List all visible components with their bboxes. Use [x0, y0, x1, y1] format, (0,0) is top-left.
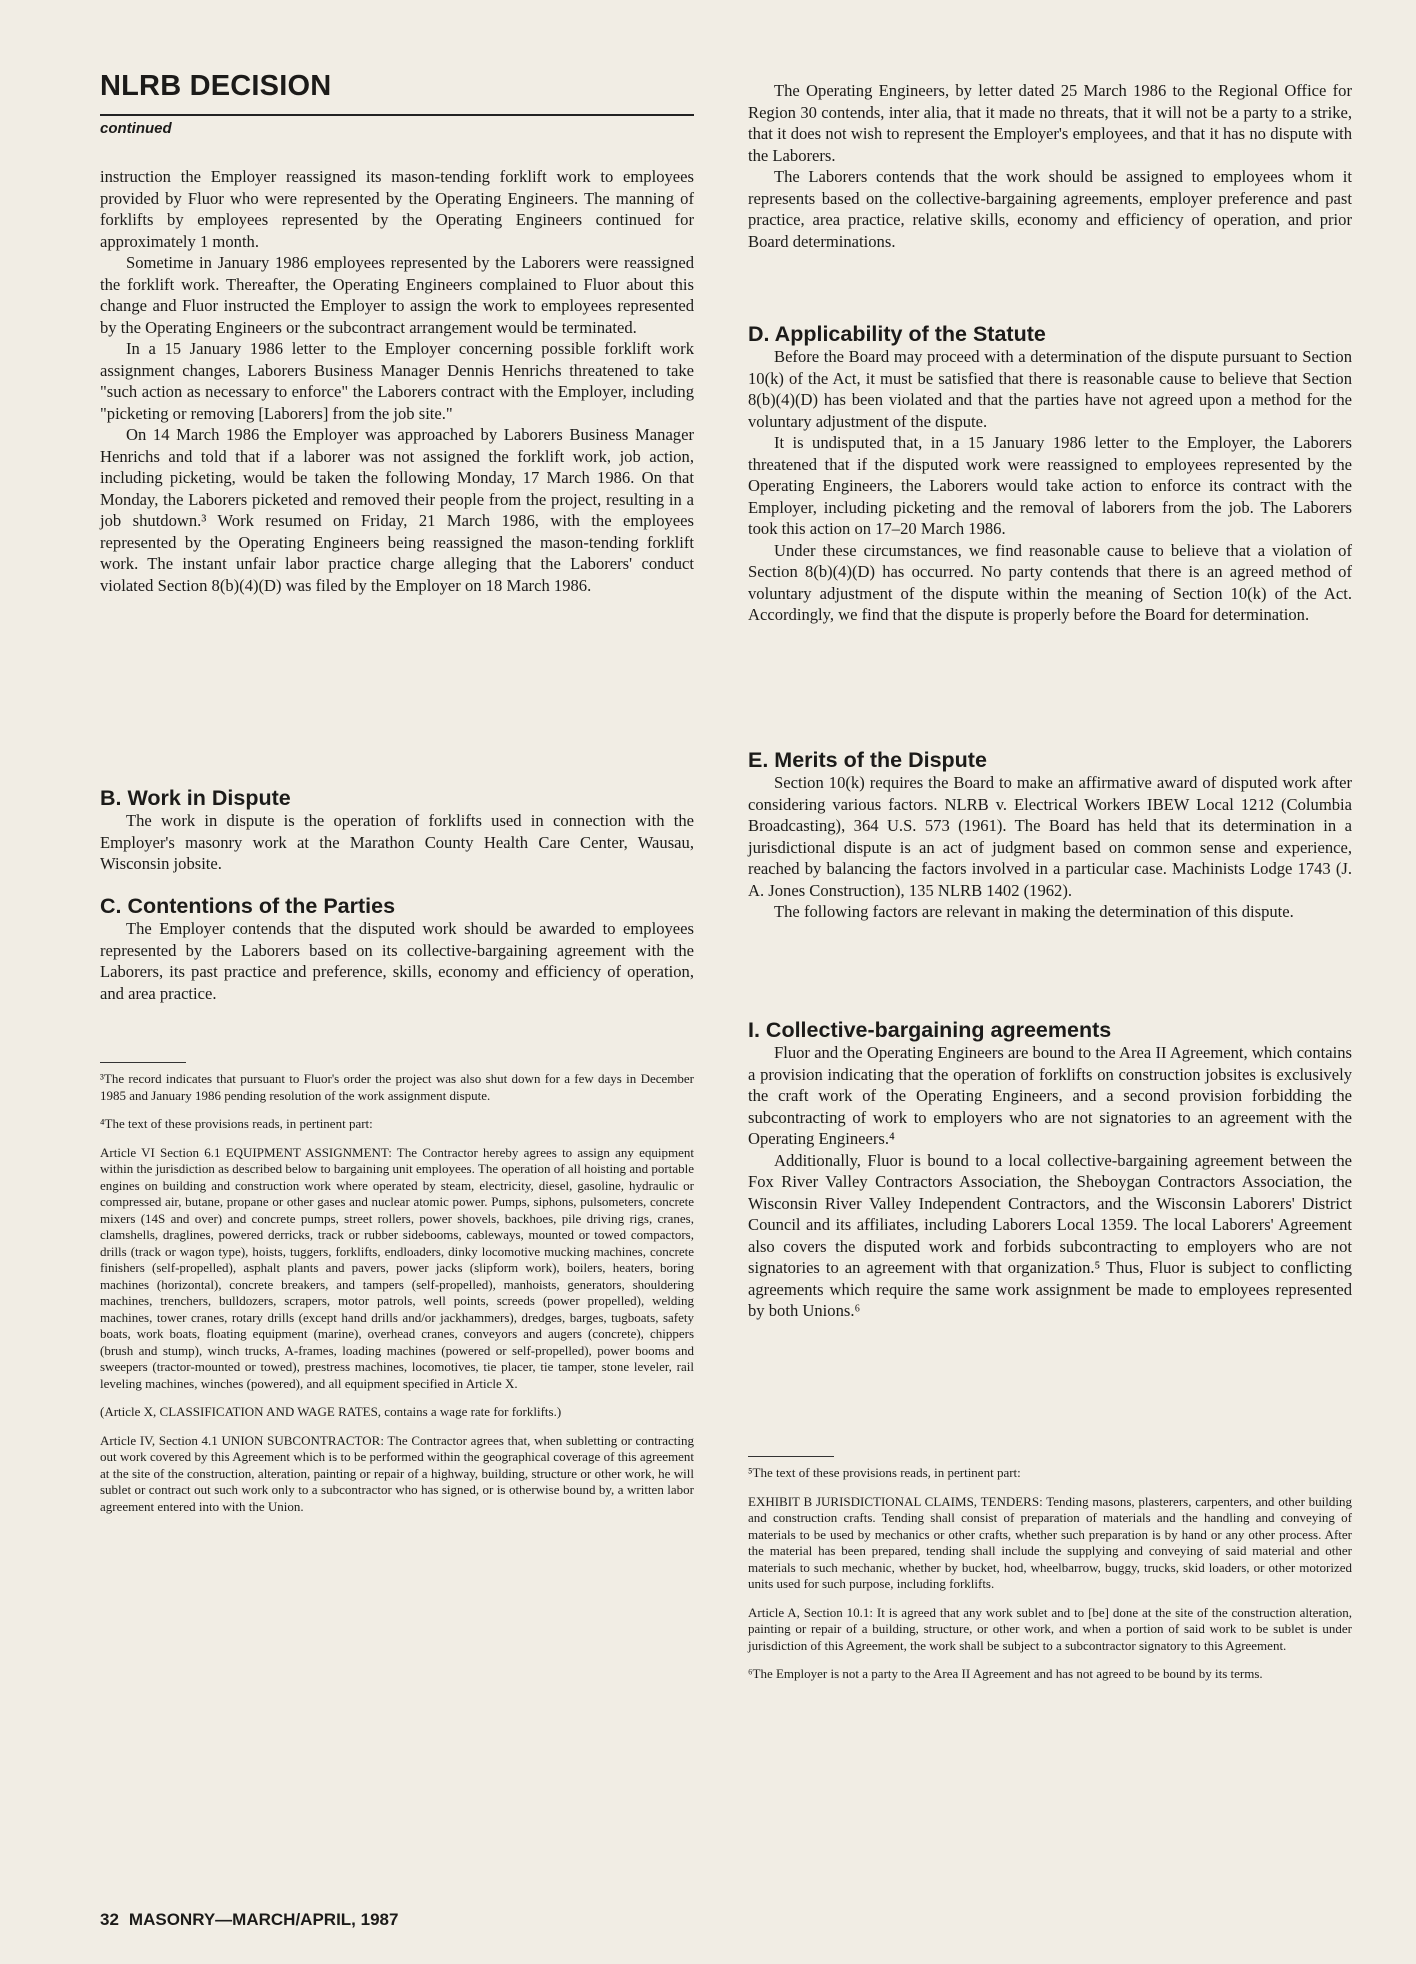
paragraph: On 14 March 1986 the Employer was approached by Laborers Business Manager Henrichs and told that if a laborer was not assigned the forklift work, job action, including picketing, would be taken the following Monday, 17 March 1986. On that Monday, the Laborers picketed and removed their people from the project, resulting in a job shutdown.³ Work resumed on Friday, 21 March 1986, with the employees represented by the Operating Engineers being reassigned the mason-tending forklift work. The instant unfair labor practice charge alleging that the Laborers' conduct violated Section 8(b)(4)(D) was filed by the Employer on 18 March 1986.: [100, 425, 694, 595]
section-c: [100, 894, 694, 1004]
footnote-4-article-x: (Article X, CLASSIFICATION AND WAGE RATES, contains a wage rate for forklifts.): [100, 1404, 562, 1419]
left-body-top: [100, 166, 694, 596]
right-footnotes: [748, 1456, 1352, 1683]
footnote-4-article-iv: Article IV, Section 4.1 UNION SUBCONTRACTOR: The Contractor agrees that, when subletting or contracting out work covered by this Agreement which is to be performed within the geographical coverage of this agreement at the site of the construction, alteration, painting or repair of a highway, building, structure or other work, he will sublet or contract out such work only to a subcontractor who has signed, or is otherwise bound by, a written labor agreement entered into with the Union.: [100, 1432, 694, 1514]
left-footnotes: [100, 1062, 694, 1515]
paragraph: Sometime in January 1986 employees represented by the Laborers were reassigned the forklift work. Thereafter, the Operating Engineers complained to Fluor about this change and Fluor instructed the Employer to assign the work to employees represented by the Operating Engineers or the subcontract arrangement would be terminated.: [100, 253, 694, 337]
paragraph: Before the Board may proceed with a determination of the dispute pursuant to Section 10(k) of the Act, it must be satisfied that there is reasonable cause to believe that Section 8(b)(4)(D) has been violated and that the parties have not agreed upon a method for the voluntary adjustment of the dispute.: [748, 347, 1352, 431]
footnote-6: ⁶The Employer is not a party to the Area II Agreement and has not agreed to be bound by its terms.: [748, 1666, 1263, 1681]
section-heading-1: I. Collective-bargaining agreements: [748, 1018, 1112, 1042]
section-d: [748, 322, 1352, 626]
footnote-4-article-vi: Article VI Section 6.1 EQUIPMENT ASSIGNMENT: The Contractor hereby agrees to assign any equipment within the jurisdiction as described below to bargaining unit employees. The operation of all hoisting and portable engines on building and construction work where operated by steam, electricity, diesel, gasoline, hydraulic or compressed air, butane, propane or other gases and nuclear atomic power. Pumps, siphons, pulsometers, concrete mixers (14S and over) and concrete pumps, street rollers, power shovels, backhoes, pile driving rigs, cranes, clamshells, draglines, powered derricks, track or rubber sidebooms, cableways, mounted or towed compactors, drills (track or wagon type), hoists, tuggers, forklifts, endloaders, dinky locomotive mucking machines, concrete finishers (self-propelled), asphalt plants and pavers, power jacks (slipform work), boilers, heaters, boring machines (horizontal), concrete breakers, and tampers (self-propelled), manhoists, generators, shouldering machines, trenchers, bulldozers, scrapers, motor patrols, well points, screeds (power propelled), welding machines, tower cranes, rotary drills (except hand drills and/or jackhammers), dredges, barges, tugboats, safety boats, work boats, floating equipment (marine), overhead cranes, conveyors and augers (concrete), chippers (brush and stump), winch trucks, A-frames, loading machines (powered or self-propelled), power booms and sweepers (tractor-mounted or towed), prestress machines, locomotives, tie placer, tie tamper, stone leveler, rail leveling machines, winches (powered), and all equipment specified in Article X.: [100, 1144, 694, 1391]
footnote-5: ⁵The text of these provisions reads, in pertinent part:: [748, 1465, 1021, 1480]
page-footer: [100, 1910, 398, 1930]
continued-label: continued: [100, 120, 172, 137]
paragraph: Under these circumstances, we find reasonable cause to believe that a violation of Section 8(b)(4)(D) has occurred. No party contends that there is an agreed method of voluntary adjustment of the dispute within the meaning of Section 10(k) of the Act. Accordingly, we find that the dispute is properly before the Board for determination.: [748, 540, 1352, 624]
right-body-top: [748, 80, 1352, 252]
section-1: [748, 1018, 1352, 1322]
title-rule: [100, 114, 694, 116]
section-heading-e: E. Merits of the Dispute: [748, 748, 987, 772]
page-number: 32: [100, 1910, 119, 1929]
footnote-3: ³The record indicates that pursuant to Fluor's order the project was also shut down for a few days in December 1985 and January 1986 pending resolution of the work assignment dispute.: [100, 1071, 694, 1103]
page-title: NLRB DECISION: [100, 70, 332, 102]
paragraph: Fluor and the Operating Engineers are bound to the Area II Agreement, which contains a provision indicating that the operation of forklifts on construction jobsites is exclusively the craft work of the Operating Engineers, and a second provision forbidding the subcontracting of work to employers who are not signatories to an agreement with the Operating Engineers.⁴: [748, 1043, 1352, 1148]
paragraph: In a 15 January 1986 letter to the Employer concerning possible forklift work assignment changes, Laborers Business Manager Dennis Henrichs threatened to take "such action as necessary to enforce" the Laborers contract with the Employer, including "picketing or removing [Laborers] from the job site.": [100, 339, 694, 423]
paragraph: The Operating Engineers, by letter dated 25 March 1986 to the Regional Office for Region 30 contends, inter alia, that it made no threats, that it will not be a party to a strike, that it does not wish to represent the Employer's employees, and that it has no dispute with the Laborers.: [748, 81, 1352, 165]
paragraph: Section 10(k) requires the Board to make an affirmative award of disputed work after considering various factors. NLRB v. Electrical Workers IBEW Local 1212 (Columbia Broadcasting), 364 U.S. 573 (1961). The Board has held that its determination in a jurisdictional dispute is an act of judgment based on common sense and experience, reached by balancing the factors involved in a particular case. Machinists Lodge 1743 (J. A. Jones Construction), 135 NLRB 1402 (1962).: [748, 773, 1352, 900]
paragraph: The following factors are relevant in making the determination of this dispute.: [774, 902, 1294, 921]
section-heading-c: C. Contentions of the Parties: [100, 894, 396, 918]
footnote-5-article-a: Article A, Section 10.1: It is agreed that any work sublet and to [be] done at the site of the construction alteration, painting or repair of a building, structure, or other work, and when a portion of said work to be sublet is under jurisdiction of this Agreement, the work shall be subject to a subcontractor signatory to this Agreement.: [748, 1604, 1352, 1653]
section-e: [748, 748, 1352, 923]
footnote-5-exhibit-b: EXHIBIT B JURISDICTIONAL CLAIMS, TENDERS: Tending masons, plasterers, carpenters, and other building and construction crafts. Tending shall consist of preparation of materials and the handling and conveying of materials to be used by mechanics or other crafts, whether such preparation is by hand or any other process. After the material has been prepared, tending shall include the supplying and conveying of said material and other materials to such mechanic, whether by bucket, hod, wheelbarrow, buggy, trucks, skid loaders, or other motorized units used for such purpose, including forklifts.: [748, 1493, 1352, 1591]
paragraph: The Laborers contends that the work should be assigned to employees whom it represents based on the collective-bargaining agreements, employer preference and past practice, area practice, relative skills, economy and efficiency of operation, and prior Board determinations.: [748, 167, 1352, 251]
paragraph: instruction the Employer reassigned its mason-tending forklift work to employees provided by Fluor who were represented by the Operating Engineers. The manning of forklifts by employees represented by the Operating Engineers continued for approximately 1 month.: [100, 167, 694, 251]
footnote-4: ⁴The text of these provisions reads, in pertinent part:: [100, 1116, 373, 1131]
paragraph: The work in dispute is the operation of forklifts used in connection with the Employer's masonry work at the Marathon County Health Care Center, Wausau, Wisconsin jobsite.: [100, 811, 694, 873]
paragraph: Additionally, Fluor is bound to a local collective-bargaining agreement between the Fox River Valley Contractors Association, the Sheboygan Contractors Association, the Wisconsin River Valley Independent Contractors, and the Wisconsin Laborers' District Council and its affiliates, including Laborers Local 1359. The local Laborers' Agreement also covers the disputed work and forbids subcontracting to employers who are not signatories to an agreement with that organization.⁵ Thus, Fluor is subject to conflicting agreements which require the same work assignment be made to employees represented by both Unions.⁶: [748, 1150, 1352, 1320]
paragraph: The Employer contends that the disputed work should be awarded to employees represented by the Laborers based on its collective-bargaining agreement with the Laborers, its past practice and preference, skills, economy and efficiency of operation, and area practice.: [100, 919, 694, 1003]
section-heading-b: B. Work in Dispute: [100, 786, 291, 810]
paragraph: It is undisputed that, in a 15 January 1986 letter to the Employer, the Laborers threatened that if the disputed work were reassigned to employees represented by the Operating Engineers, the Laborers would take action to enforce its contract with the Employer, including picketing and the removal of laborers from the job. The Laborers took this action on 17–20 March 1986.: [748, 433, 1352, 538]
section-heading-d: D. Applicability of the Statute: [748, 322, 1046, 346]
section-b: [100, 786, 694, 875]
publication-name: MASONRY—MARCH/APRIL, 1987: [128, 1910, 399, 1929]
